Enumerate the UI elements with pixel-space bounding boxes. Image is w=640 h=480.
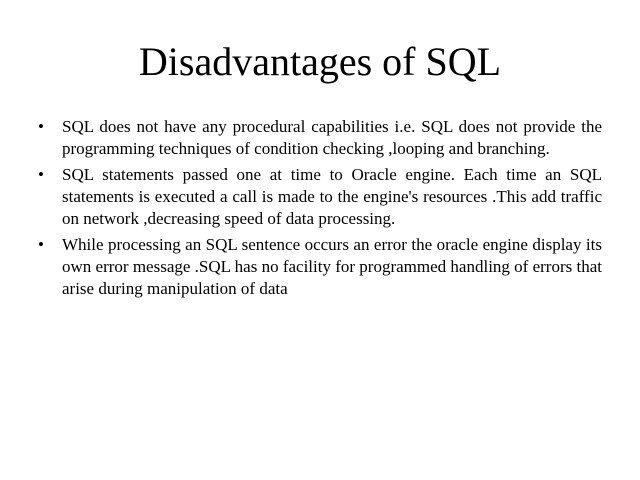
bullet-item xyxy=(38,164,602,230)
bullet-text: SQL does not have any procedural capabilities i.e. SQL does not provide the programming techniques of condition checking ,looping and branching. xyxy=(62,117,602,158)
bullet-dot-icon: • xyxy=(38,235,44,254)
bullet-list xyxy=(38,116,602,304)
bullet-dot-icon: • xyxy=(38,165,44,184)
bullet-dot-icon: • xyxy=(38,117,44,136)
slide-title: Disadvantages of SQL xyxy=(138,39,502,84)
bullet-item xyxy=(38,234,602,300)
bullet-text: SQL statements passed one at time to Oracle engine. Each time an SQL statements is executed a call is made to the engine's resources .This add traffic on network ,decreasing speed of data processing. xyxy=(62,165,602,228)
bullet-item xyxy=(38,116,602,160)
bullet-text: While processing an SQL sentence occurs an error the oracle engine display its own error message .SQL has no facility for programmed handling of errors that arise during manipulation of data xyxy=(62,235,602,298)
